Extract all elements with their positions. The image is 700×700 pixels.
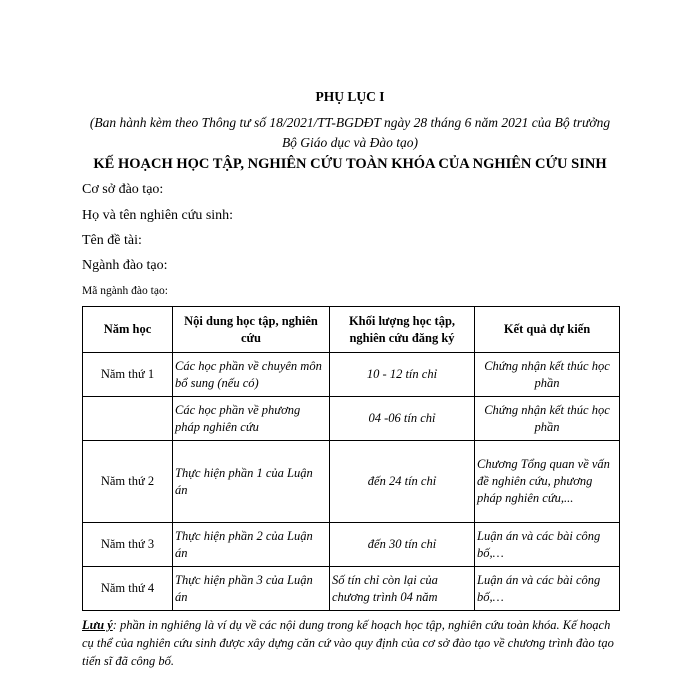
subtitle-line-1: (Ban hành kèm theo Thông tư số 18/2021/TT-BGDĐT ngày 28 tháng 6 năm 2021 của Bộ trưởng — [89, 115, 611, 130]
cell-year — [83, 397, 173, 441]
cell-content: Thực hiện phần 2 của Luận án — [173, 523, 330, 567]
issuance-subtitle — [60, 113, 640, 153]
header-result: Kết quả dự kiến — [475, 307, 620, 353]
field-institution: Cơ sở đào tạo: — [82, 182, 164, 197]
field-student-name: Họ và tên nghiên cứu sinh: — [82, 208, 234, 223]
footnote-text: : phần in nghiêng là ví dụ về các nội dung trong kế hoạch học tập, nghiên cứu toàn khóa. Kế hoạch cụ thể của nghiên cứu sinh được xây dựng căn cứ vào quy định của cơ sở đào tạo về chương trình đào tạo tiến sĩ đã công bố. — [82, 618, 614, 668]
table-row — [83, 441, 620, 523]
footnote — [82, 616, 622, 670]
cell-content: Thực hiện phần 3 của Luận án — [173, 567, 330, 611]
cell-year: Năm thứ 4 — [83, 567, 173, 611]
cell-content: Các học phần về chuyên môn bổ sung (nếu có) — [173, 353, 330, 397]
cell-result: Chứng nhận kết thúc học phần — [475, 353, 620, 397]
cell-year: Năm thứ 2 — [83, 441, 173, 523]
header-year: Năm học — [83, 307, 173, 353]
table-row — [83, 397, 620, 441]
footnote-label: Lưu ý — [82, 618, 113, 632]
cell-content: Thực hiện phần 1 của Luận án — [173, 441, 330, 523]
cell-result: Chương Tổng quan về vấn đề nghiên cứu, phương pháp nghiên cứu,... — [475, 441, 620, 523]
cell-load: đến 24 tín chỉ — [330, 441, 475, 523]
field-major: Ngành đào tạo: — [82, 258, 168, 273]
table-row — [83, 523, 620, 567]
cell-year: Năm thứ 3 — [83, 523, 173, 567]
study-plan-table — [82, 306, 620, 611]
cell-load: 04 -06 tín chỉ — [330, 397, 475, 441]
field-major-code: Mã ngành đào tạo: — [82, 285, 168, 297]
cell-content: Các học phần về phương pháp nghiên cứu — [173, 397, 330, 441]
cell-load: đến 30 tín chỉ — [330, 523, 475, 567]
main-heading: KẾ HOẠCH HỌC TẬP, NGHIÊN CỨU TOÀN KHÓA CỦA NGHIÊN CỨU SINH — [93, 156, 607, 172]
table-header-row — [83, 307, 620, 353]
table-row — [83, 567, 620, 611]
field-topic: Tên đề tài: — [82, 233, 142, 248]
cell-result: Luận án và các bài công bố,… — [475, 567, 620, 611]
cell-result: Luận án và các bài công bố,… — [475, 523, 620, 567]
cell-load: Số tín chỉ còn lại của chương trình 04 năm — [330, 567, 475, 611]
appendix-title: PHỤ LỤC I — [315, 89, 385, 104]
subtitle-line-2: Bộ Giáo dục và Đào tạo) — [281, 135, 419, 150]
table-row — [83, 353, 620, 397]
header-load: Khối lượng học tập, nghiên cứu đăng ký — [330, 307, 475, 353]
cell-year: Năm thứ 1 — [83, 353, 173, 397]
cell-result: Chứng nhận kết thúc học phần — [475, 397, 620, 441]
cell-load: 10 - 12 tín chỉ — [330, 353, 475, 397]
header-content: Nội dung học tập, nghiên cứu — [173, 307, 330, 353]
